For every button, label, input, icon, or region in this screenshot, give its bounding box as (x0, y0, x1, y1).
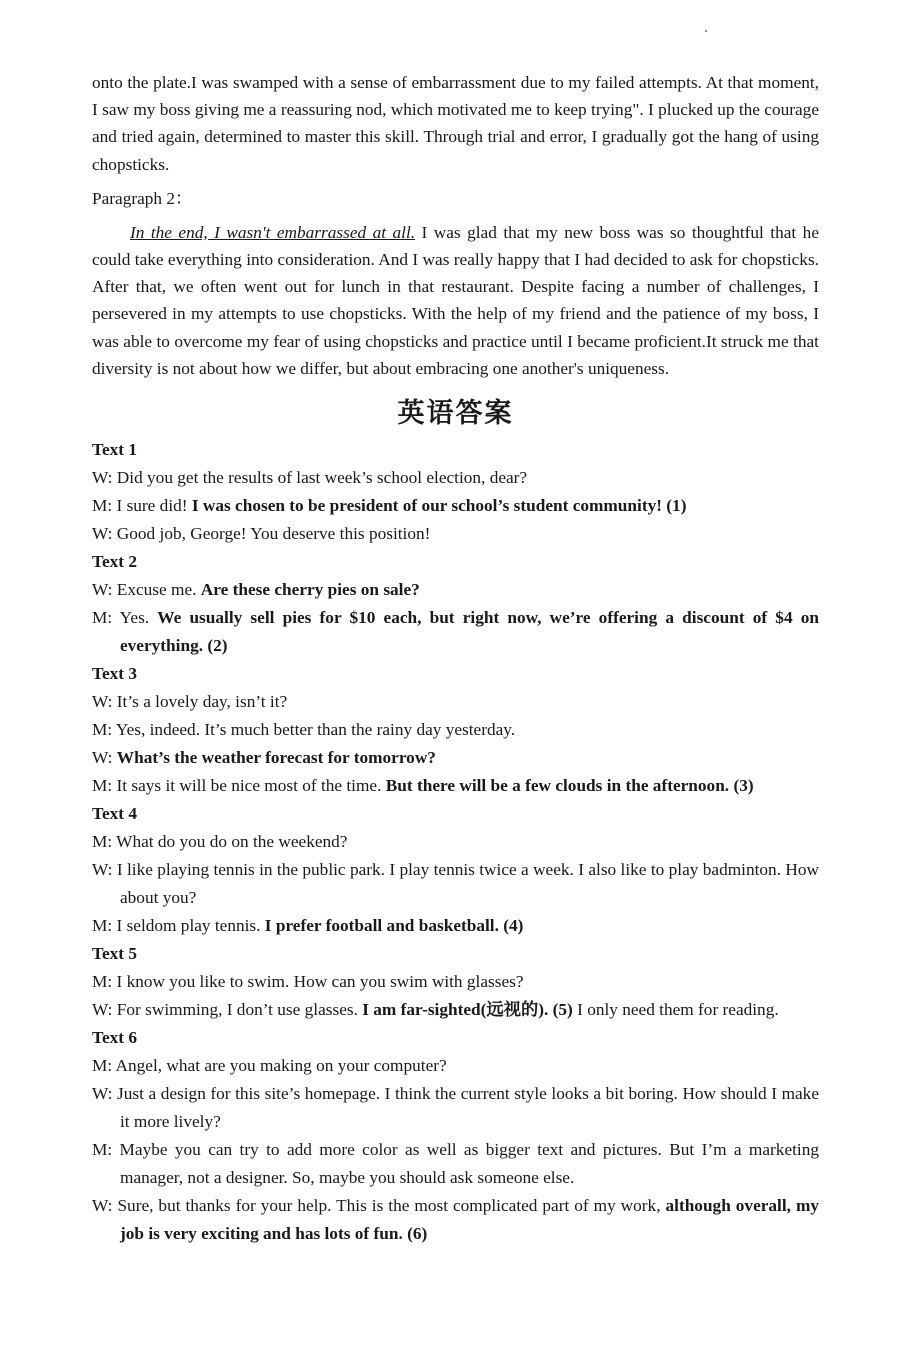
answer-highlight: I am far-sighted(远视的). (5) (362, 1000, 573, 1020)
answer-highlight: although overall, my job is very exciting and has lots of fun. (6) (120, 1196, 819, 1244)
dialogue-text: W: (92, 748, 117, 768)
dialogue-text: W: Did you get the results of last week’s school election, dear? (92, 468, 528, 488)
essay-paragraph-2 (92, 219, 819, 382)
dialogue-text: W: Sure, but thanks for your help. This is the most complicated part of my work, (92, 1196, 666, 1216)
text-heading: Text 4 (92, 804, 137, 824)
dialogue-text: W: For swimming, I don’t use glasses. (92, 1000, 363, 1020)
answer-highlight: Are these cherry pies on sale? (200, 580, 420, 600)
dialogue-line (92, 1136, 819, 1192)
dialogue-line (92, 772, 819, 800)
document-page (92, 69, 819, 1248)
dialogue-line (92, 856, 819, 912)
dialogue-text: M: Yes, indeed. It’s much better than the rainy day yesterday. (92, 720, 516, 740)
dialogue-text: W: I like playing tennis in the public park. I play tennis twice a week. I also like to play badminton. How about you? (92, 860, 819, 908)
dialogue-line (92, 912, 819, 940)
dialogue-line (92, 996, 819, 1024)
dialogue-text: I only need them for reading. (572, 1000, 779, 1020)
answer-highlight: I was chosen to be president of our school’s student community! (1) (191, 496, 687, 516)
dialogue-line (92, 520, 819, 548)
paragraph-2-lead-sentence: In the end, I wasn't embarrassed at all. (130, 222, 416, 242)
dialogue-text: M: I know you like to swim. How can you swim with glasses? (92, 972, 524, 992)
text-heading: Text 6 (92, 1028, 137, 1048)
text-heading: Text 1 (92, 440, 137, 460)
dialogue-text: W: Just a design for this site’s homepage. I think the current style looks a bit boring. How should I make it more lively? (92, 1084, 819, 1132)
dialogue-text: W: It’s a lovely day, isn’t it? (92, 692, 288, 712)
dialogue-line (92, 716, 819, 744)
text-heading: Text 3 (92, 664, 137, 684)
essay-paragraph-1-continuation: onto the plate.I was swamped with a sense of embarrassment due to my failed attempts. At that moment, I saw my boss giving me a reassuring nod, which motivated me to keep trying". I plucked up the courage and tried again, determined to master this skill. Through trial and error, I gradually got the hang of using chopsticks. (92, 73, 819, 174)
dialogue-text: W: Good job, George! You deserve this position! (92, 524, 431, 544)
dialogue-text: M: Angel, what are you making on your computer? (92, 1056, 447, 1076)
dialogue-line (92, 828, 819, 856)
paragraph-2-body: I was glad that my new boss was so thoughtful that he could take everything into consideration. And I was really happy that I had decided to ask for chopsticks. After that, we often went out for lunch in that restaurant. Despite facing a number of challenges, I persevered in my attempts to use chopsticks. With the help of my friend and the patience of my boss, I was able to overcome my fear of using chopsticks and practice until I became proficient.It struck me that diversity is not about how we differ, but about embracing one another's uniqueness. (92, 222, 819, 378)
answer-highlight: What’s the weather forecast for tomorrow? (116, 748, 436, 768)
scan-mark (705, 30, 707, 32)
listening-transcripts (92, 436, 819, 1248)
dialogue-line (92, 492, 819, 520)
dialogue-text: M: Maybe you can try to add more color as well as bigger text and pictures. But I’m a marketing manager, not a designer. So, maybe you should ask someone else. (92, 1140, 819, 1188)
dialogue-line (92, 1052, 819, 1080)
dialogue-line (92, 744, 819, 772)
dialogue-text: M: Yes. (92, 608, 158, 628)
dialogue-text: M: It says it will be nice most of the time. (92, 776, 386, 796)
dialogue-line (92, 464, 819, 492)
dialogue-text: W: Excuse me. (92, 580, 201, 600)
dialogue-line (92, 1080, 819, 1136)
dialogue-text: M: I seldom play tennis. (92, 916, 265, 936)
dialogue-line (92, 688, 819, 716)
dialogue-text: M: I sure did! (92, 496, 192, 516)
answers-title: 英语答案 (397, 398, 514, 429)
dialogue-line (92, 1192, 819, 1248)
answer-highlight: We usually sell pies for $10 each, but right now, we’re offering a discount of $4 on everything. (2) (120, 608, 819, 656)
dialogue-line (92, 576, 819, 604)
paragraph-2-label: Paragraph 2： (92, 188, 193, 208)
answer-highlight: I prefer football and basketball. (4) (264, 916, 524, 936)
text-heading: Text 2 (92, 552, 137, 572)
dialogue-text: M: What do you do on the weekend? (92, 832, 348, 852)
dialogue-line (92, 968, 819, 996)
text-heading: Text 5 (92, 944, 137, 964)
dialogue-line (92, 604, 819, 660)
answer-highlight: But there will be a few clouds in the afternoon. (3) (385, 776, 754, 796)
